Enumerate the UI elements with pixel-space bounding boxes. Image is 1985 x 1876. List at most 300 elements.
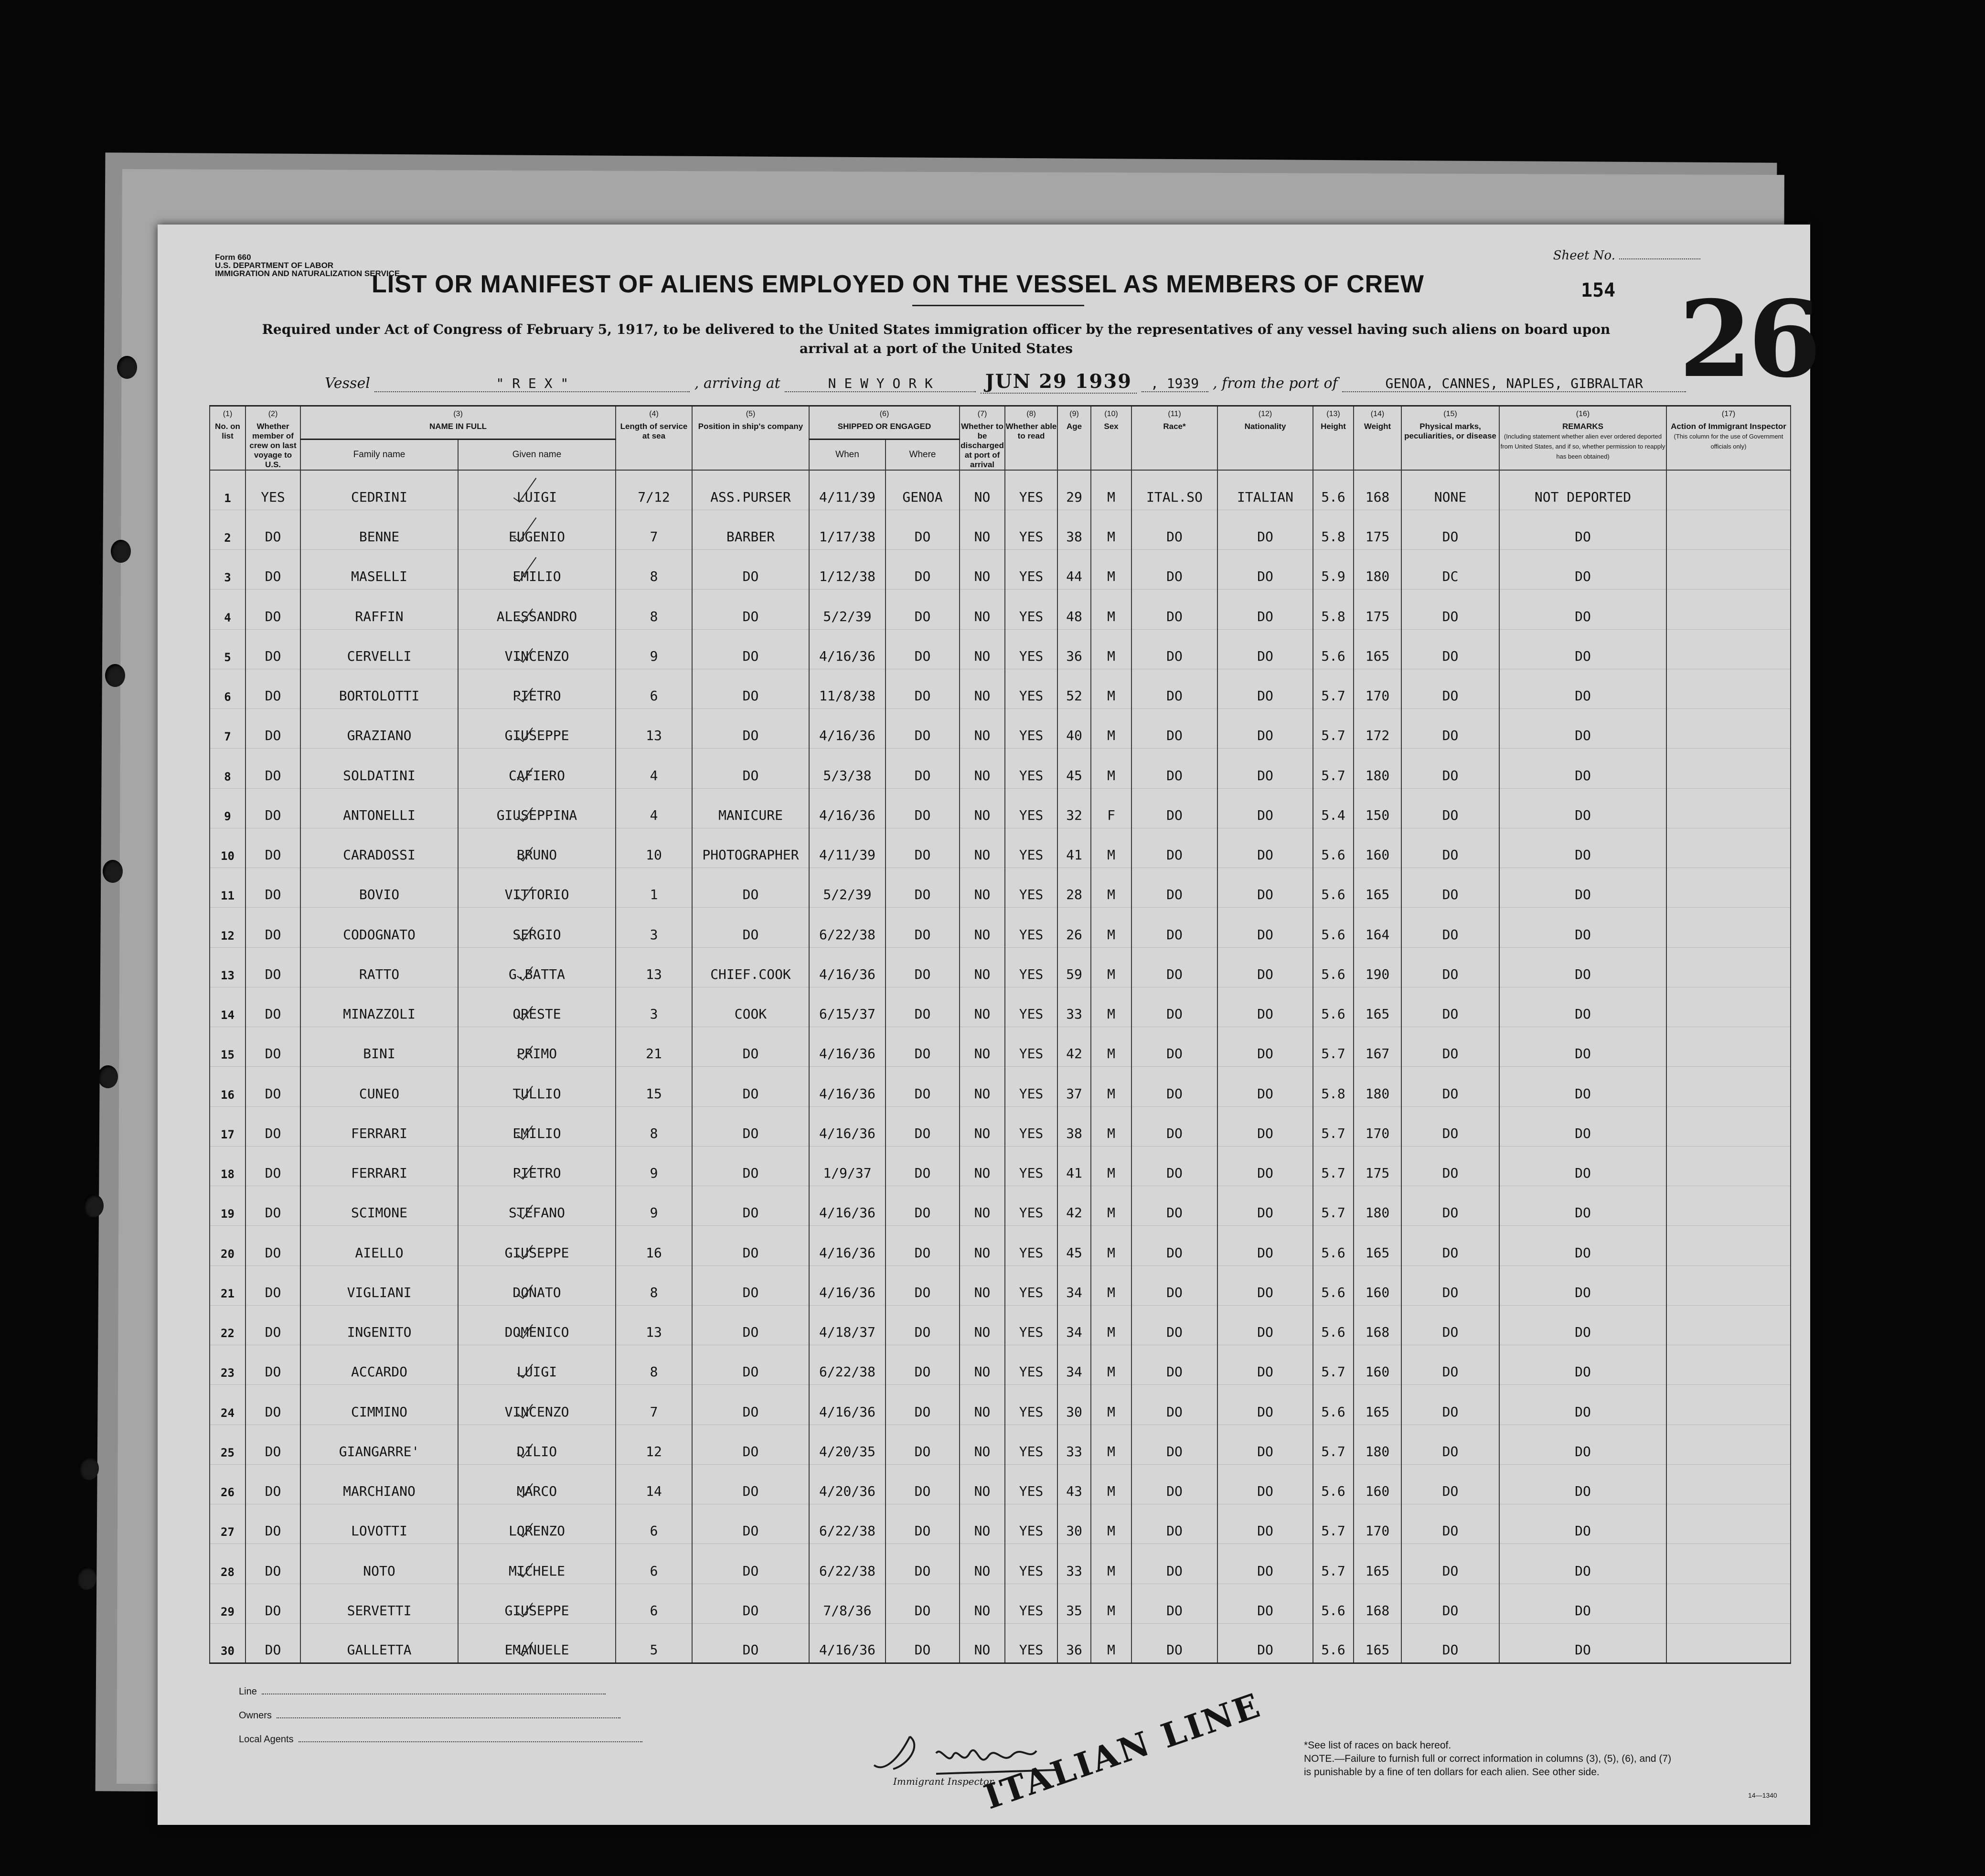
cell-family-name: MARCHIANO: [300, 1464, 458, 1504]
cell-inspector-action: [1666, 987, 1791, 1027]
cell-inspector-action: [1666, 550, 1791, 590]
cell-position: DO: [692, 1544, 809, 1584]
cell-position: DO: [692, 669, 809, 708]
cell-list-number: 10: [210, 828, 245, 868]
cell-nationality: DO: [1217, 788, 1313, 828]
cell-age: 32: [1057, 788, 1091, 828]
cell-family-name: CUNEO: [300, 1067, 458, 1106]
cell-shipped-where: DO: [886, 1226, 960, 1265]
cell-shipped-when: 4/16/36: [809, 629, 886, 669]
cell-discharged: NO: [960, 788, 1005, 828]
cell-inspector-action: [1666, 1305, 1791, 1345]
cell-age: 45: [1057, 1226, 1091, 1265]
cell-shipped-when: 6/22/38: [809, 908, 886, 947]
cell-remarks: DO: [1499, 947, 1666, 987]
cell-given-name: EMILIO: [458, 550, 616, 590]
cell-given-name: PRIMO: [458, 1027, 616, 1067]
cell-last-voyage: DO: [245, 669, 300, 708]
cell-race: DO: [1131, 1345, 1217, 1385]
table-row: [210, 828, 1791, 868]
cell-physical-marks: DO: [1401, 749, 1499, 788]
cell-discharged: NO: [960, 470, 1005, 510]
cell-shipped-when: 4/11/39: [809, 828, 886, 868]
table-row: [210, 947, 1791, 987]
check-mark: [517, 803, 533, 822]
cell-discharged: NO: [960, 550, 1005, 590]
cell-physical-marks: DO: [1401, 1106, 1499, 1146]
cell-service-length: 7: [616, 510, 692, 549]
cell-able-to-read: YES: [1005, 788, 1057, 828]
cell-able-to-read: YES: [1005, 947, 1057, 987]
cell-remarks: DO: [1499, 1623, 1666, 1663]
cell-able-to-read: YES: [1005, 1067, 1057, 1106]
cell-race: DO: [1131, 1265, 1217, 1305]
cell-physical-marks: DO: [1401, 590, 1499, 629]
cell-shipped-when: 6/22/38: [809, 1504, 886, 1544]
table-body: [210, 470, 1791, 1663]
check-mark: [517, 763, 533, 782]
cell-given-name: CAFIERO: [458, 749, 616, 788]
cell-given-name: GIUSEPPINA: [458, 788, 616, 828]
cell-age: 34: [1057, 1305, 1091, 1345]
table-row: [210, 1186, 1791, 1226]
cell-able-to-read: YES: [1005, 1544, 1057, 1584]
cell-physical-marks: DO: [1401, 1265, 1499, 1305]
cell-weight: 175: [1354, 510, 1401, 549]
cell-nationality: DO: [1217, 669, 1313, 708]
vessel-label: Vessel: [325, 375, 370, 392]
cell-shipped-where: DO: [886, 669, 960, 708]
cell-sex: M: [1091, 1067, 1131, 1106]
cell-remarks: DO: [1499, 828, 1666, 868]
cell-discharged: NO: [960, 1027, 1005, 1067]
check-mark: [517, 1121, 533, 1140]
sheet-number-field: [1553, 248, 1700, 263]
cell-height: 5.7: [1313, 1544, 1354, 1584]
cell-service-length: 13: [616, 947, 692, 987]
cell-race: DO: [1131, 1464, 1217, 1504]
cell-list-number: 7: [210, 709, 245, 749]
cell-position: DO: [692, 1504, 809, 1544]
cell-physical-marks: DO: [1401, 1425, 1499, 1464]
check-mark: [517, 644, 533, 663]
cell-height: 5.6: [1313, 1226, 1354, 1265]
cell-inspector-action: [1666, 510, 1791, 549]
cell-nationality: DO: [1217, 908, 1313, 947]
cell-remarks: DO: [1499, 1504, 1666, 1544]
cell-sex: M: [1091, 1544, 1131, 1584]
table-row: [210, 1305, 1791, 1345]
cell-given-name: GIUSEPPE: [458, 1584, 616, 1623]
cell-inspector-action: [1666, 1425, 1791, 1464]
cell-sex: M: [1091, 828, 1131, 868]
cell-discharged: NO: [960, 1226, 1005, 1265]
cell-service-length: 3: [616, 987, 692, 1027]
cell-race: DO: [1131, 1544, 1217, 1584]
cell-weight: 165: [1354, 1385, 1401, 1425]
cell-list-number: 29: [210, 1584, 245, 1623]
cell-height: 5.9: [1313, 550, 1354, 590]
table-row: [210, 1146, 1791, 1186]
page-title: LIST OR MANIFEST OF ALIENS EMPLOYED ON THE VESSEL AS MEMBERS OF CREW: [372, 270, 1424, 298]
table-row: [210, 1464, 1791, 1504]
cell-discharged: NO: [960, 1623, 1005, 1663]
cell-able-to-read: YES: [1005, 908, 1057, 947]
header-weight: (14) Weight: [1354, 406, 1401, 471]
cell-able-to-read: YES: [1005, 1106, 1057, 1146]
check-mark: [517, 1519, 533, 1538]
cell-list-number: 23: [210, 1345, 245, 1385]
cell-remarks: DO: [1499, 510, 1666, 549]
table-row: [210, 1504, 1791, 1544]
cell-discharged: NO: [960, 1385, 1005, 1425]
cell-service-length: 9: [616, 1186, 692, 1226]
cell-position: DO: [692, 1584, 809, 1623]
cell-able-to-read: YES: [1005, 1623, 1057, 1663]
cell-service-length: 12: [616, 1425, 692, 1464]
cell-family-name: FERRARI: [300, 1146, 458, 1186]
cell-list-number: 1: [210, 470, 245, 510]
cell-nationality: DO: [1217, 1623, 1313, 1663]
cell-height: 5.7: [1313, 1106, 1354, 1146]
vessel-info-line: [325, 370, 1686, 394]
cell-nationality: DO: [1217, 1186, 1313, 1226]
cell-family-name: FERRARI: [300, 1106, 458, 1146]
cell-service-length: 13: [616, 1305, 692, 1345]
cell-weight: 167: [1354, 1027, 1401, 1067]
cell-sex: M: [1091, 590, 1131, 629]
cell-shipped-when: 1/12/38: [809, 550, 886, 590]
cell-sex: M: [1091, 1345, 1131, 1385]
binder-hole: [111, 540, 131, 563]
check-mark: [517, 1559, 533, 1577]
header-name-in-full: (3) NAME IN FULL: [300, 406, 616, 440]
cell-service-length: 4: [616, 788, 692, 828]
cell-discharged: NO: [960, 1345, 1005, 1385]
cell-inspector-action: [1666, 947, 1791, 987]
binder-hole: [84, 1194, 104, 1217]
cell-height: 5.7: [1313, 669, 1354, 708]
cell-remarks: DO: [1499, 1265, 1666, 1305]
cell-family-name: CIMMINO: [300, 1385, 458, 1425]
binder-hole: [98, 1065, 118, 1088]
cell-age: 36: [1057, 629, 1091, 669]
cell-height: 5.6: [1313, 908, 1354, 947]
cell-remarks: DO: [1499, 1226, 1666, 1265]
cell-height: 5.7: [1313, 749, 1354, 788]
cell-family-name: SCIMONE: [300, 1186, 458, 1226]
cell-last-voyage: DO: [245, 629, 300, 669]
cell-service-length: 6: [616, 669, 692, 708]
cell-race: DO: [1131, 1504, 1217, 1544]
cell-height: 5.7: [1313, 1345, 1354, 1385]
form-code: 14—1340: [1748, 1791, 1777, 1799]
cell-list-number: 26: [210, 1464, 245, 1504]
cell-physical-marks: DO: [1401, 868, 1499, 908]
cell-shipped-when: 4/20/35: [809, 1425, 886, 1464]
cell-age: 38: [1057, 510, 1091, 549]
table-row: [210, 510, 1791, 549]
cell-nationality: DO: [1217, 1544, 1313, 1584]
table-row: [210, 868, 1791, 908]
cell-position: DO: [692, 1623, 809, 1663]
cell-height: 5.7: [1313, 709, 1354, 749]
cell-inspector-action: [1666, 828, 1791, 868]
cell-given-name: EMANUELE: [458, 1623, 616, 1663]
cell-physical-marks: DO: [1401, 1504, 1499, 1544]
cell-weight: 170: [1354, 1106, 1401, 1146]
cell-inspector-action: [1666, 1265, 1791, 1305]
cell-family-name: CARADOSSI: [300, 828, 458, 868]
header-where: Where: [886, 440, 960, 471]
cell-able-to-read: YES: [1005, 749, 1057, 788]
cell-position: DO: [692, 1027, 809, 1067]
crew-manifest-sheet: [158, 225, 1818, 1825]
cell-sex: M: [1091, 470, 1131, 510]
cell-height: 5.6: [1313, 947, 1354, 987]
check-mark: [517, 1280, 533, 1299]
cell-list-number: 14: [210, 987, 245, 1027]
cell-service-length: 6: [616, 1584, 692, 1623]
cell-service-length: 8: [616, 590, 692, 629]
cell-sex: M: [1091, 1027, 1131, 1067]
cell-list-number: 13: [210, 947, 245, 987]
cell-physical-marks: DC: [1401, 550, 1499, 590]
cell-weight: 180: [1354, 1067, 1401, 1106]
cell-shipped-where: DO: [886, 1027, 960, 1067]
cell-physical-marks: DO: [1401, 908, 1499, 947]
cell-service-length: 4: [616, 749, 692, 788]
table-row: [210, 749, 1791, 788]
cell-position: CHIEF.COOK: [692, 947, 809, 987]
cell-inspector-action: [1666, 1584, 1791, 1623]
cell-inspector-action: [1666, 1345, 1791, 1385]
cell-given-name: BRUNO: [458, 828, 616, 868]
cell-weight: 170: [1354, 1504, 1401, 1544]
cell-last-voyage: DO: [245, 788, 300, 828]
cell-nationality: DO: [1217, 987, 1313, 1027]
cell-height: 5.4: [1313, 788, 1354, 828]
cell-service-length: 9: [616, 629, 692, 669]
cell-physical-marks: DO: [1401, 1623, 1499, 1663]
cell-physical-marks: DO: [1401, 669, 1499, 708]
cell-shipped-where: DO: [886, 709, 960, 749]
cell-sex: M: [1091, 987, 1131, 1027]
cell-given-name: SERGIO: [458, 908, 616, 947]
cell-list-number: 11: [210, 868, 245, 908]
cell-last-voyage: DO: [245, 1345, 300, 1385]
cell-sex: M: [1091, 947, 1131, 987]
sheet-number-label: Sheet No.: [1553, 248, 1615, 263]
cell-height: 5.6: [1313, 629, 1354, 669]
cell-nationality: DO: [1217, 510, 1313, 549]
cell-weight: 160: [1354, 828, 1401, 868]
check-mark: [517, 1201, 533, 1220]
cell-shipped-when: 5/3/38: [809, 749, 886, 788]
cell-given-name: PIETRO: [458, 669, 616, 708]
check-mark: [517, 883, 533, 901]
cell-age: 42: [1057, 1186, 1091, 1226]
cell-age: 35: [1057, 1584, 1091, 1623]
cell-position: DO: [692, 1146, 809, 1186]
cell-age: 45: [1057, 749, 1091, 788]
title-underline: [912, 305, 1084, 306]
cell-family-name: BENNE: [300, 510, 458, 549]
cell-position: DO: [692, 1265, 809, 1305]
cell-remarks: DO: [1499, 749, 1666, 788]
header-family-name: Family name: [300, 440, 458, 471]
cell-remarks: DO: [1499, 1385, 1666, 1425]
cell-position: BARBER: [692, 510, 809, 549]
cell-physical-marks: NONE: [1401, 470, 1499, 510]
cell-position: DO: [692, 1186, 809, 1226]
cell-last-voyage: DO: [245, 1464, 300, 1504]
cell-shipped-when: 11/8/38: [809, 669, 886, 708]
cell-service-length: 14: [616, 1464, 692, 1504]
cell-discharged: NO: [960, 1504, 1005, 1544]
cell-height: 5.6: [1313, 1464, 1354, 1504]
binder-hole: [105, 664, 125, 687]
cell-shipped-when: 4/16/36: [809, 1385, 886, 1425]
cell-inspector-action: [1666, 1186, 1791, 1226]
table-header: [210, 406, 1791, 471]
check-mark: [517, 1002, 533, 1021]
cell-age: 30: [1057, 1504, 1091, 1544]
check-mark: [517, 1241, 533, 1259]
cell-age: 33: [1057, 1544, 1091, 1584]
cell-race: DO: [1131, 590, 1217, 629]
cell-nationality: DO: [1217, 1345, 1313, 1385]
cell-weight: 150: [1354, 788, 1401, 828]
cell-weight: 180: [1354, 1425, 1401, 1464]
cell-inspector-action: [1666, 1067, 1791, 1106]
cell-family-name: GALLETTA: [300, 1623, 458, 1663]
page-subtitle: Required under Act of Congress of February 5, 1917, to be delivered to the United States immigration officer by the representatives of any vessel having such aliens on board upon arrival at a port of the United States: [262, 322, 1611, 356]
cell-position: DO: [692, 550, 809, 590]
cell-position: DO: [692, 1226, 809, 1265]
cell-last-voyage: DO: [245, 1544, 300, 1584]
cell-height: 5.7: [1313, 1146, 1354, 1186]
cell-given-name: LUIGI: [458, 470, 616, 510]
cell-remarks: DO: [1499, 1106, 1666, 1146]
cell-nationality: DO: [1217, 590, 1313, 629]
cell-inspector-action: [1666, 1146, 1791, 1186]
cell-able-to-read: YES: [1005, 470, 1057, 510]
sheet-number-blank: [1619, 258, 1700, 259]
cell-inspector-action: [1666, 788, 1791, 828]
cell-weight: 165: [1354, 868, 1401, 908]
cell-last-voyage: DO: [245, 510, 300, 549]
cell-list-number: 30: [210, 1623, 245, 1663]
cell-sex: M: [1091, 1186, 1131, 1226]
cell-shipped-when: 4/16/36: [809, 1106, 886, 1146]
cell-discharged: NO: [960, 709, 1005, 749]
cell-list-number: 6: [210, 669, 245, 708]
table-row: [210, 1226, 1791, 1265]
cell-given-name: LUIGI: [458, 1345, 616, 1385]
check-mark: [517, 1400, 533, 1418]
cell-inspector-action: [1666, 1504, 1791, 1544]
cell-inspector-action: [1666, 1544, 1791, 1584]
cell-weight: 175: [1354, 590, 1401, 629]
cell-nationality: DO: [1217, 1226, 1313, 1265]
cell-last-voyage: DO: [245, 908, 300, 947]
cell-nationality: DO: [1217, 1265, 1313, 1305]
binder-hole: [79, 1457, 99, 1480]
cell-weight: 180: [1354, 1186, 1401, 1226]
cell-sex: M: [1091, 1504, 1131, 1544]
cell-shipped-where: DO: [886, 1385, 960, 1425]
cell-discharged: NO: [960, 1186, 1005, 1226]
local-agents-label: Local Agents: [239, 1734, 294, 1745]
cell-race: DO: [1131, 1067, 1217, 1106]
header-discharged: (7) Whether to be discharged at port of arrival: [960, 406, 1005, 471]
cell-remarks: DO: [1499, 590, 1666, 629]
cell-weight: 175: [1354, 1146, 1401, 1186]
cell-last-voyage: DO: [245, 987, 300, 1027]
cell-last-voyage: DO: [245, 1425, 300, 1464]
table-row: [210, 709, 1791, 749]
cell-remarks: DO: [1499, 1186, 1666, 1226]
cell-list-number: 16: [210, 1067, 245, 1106]
cell-given-name: ORESTE: [458, 987, 616, 1027]
cell-physical-marks: DO: [1401, 510, 1499, 549]
cell-last-voyage: DO: [245, 1504, 300, 1544]
cell-height: 5.6: [1313, 470, 1354, 510]
cell-able-to-read: YES: [1005, 1425, 1057, 1464]
cell-weight: 160: [1354, 1464, 1401, 1504]
header-shipped-engaged: (6) SHIPPED OR ENGAGED: [809, 406, 960, 440]
cell-race: DO: [1131, 1425, 1217, 1464]
cell-able-to-read: YES: [1005, 669, 1057, 708]
cell-race: DO: [1131, 788, 1217, 828]
cell-inspector-action: [1666, 1464, 1791, 1504]
cell-race: ITAL.SO: [1131, 470, 1217, 510]
cell-given-name: STEFANO: [458, 1186, 616, 1226]
table-row: [210, 1385, 1791, 1425]
cell-able-to-read: YES: [1005, 1226, 1057, 1265]
cell-family-name: MINAZZOLI: [300, 987, 458, 1027]
cell-sex: M: [1091, 1584, 1131, 1623]
cell-inspector-action: [1666, 749, 1791, 788]
cell-service-length: 7/12: [616, 470, 692, 510]
cell-list-number: 22: [210, 1305, 245, 1345]
cell-inspector-action: [1666, 669, 1791, 708]
cell-physical-marks: DO: [1401, 629, 1499, 669]
cell-last-voyage: DO: [245, 749, 300, 788]
cell-weight: 168: [1354, 470, 1401, 510]
cell-service-length: 8: [616, 1106, 692, 1146]
cell-remarks: DO: [1499, 669, 1666, 708]
cell-last-voyage: DO: [245, 1027, 300, 1067]
cell-position: ASS.PURSER: [692, 470, 809, 510]
cell-shipped-when: 4/16/36: [809, 1186, 886, 1226]
cell-able-to-read: YES: [1005, 868, 1057, 908]
cell-shipped-where: DO: [886, 550, 960, 590]
cell-position: DO: [692, 629, 809, 669]
cell-able-to-read: YES: [1005, 828, 1057, 868]
cell-sex: M: [1091, 1106, 1131, 1146]
owners-label: Owners: [239, 1710, 272, 1721]
cell-shipped-where: DO: [886, 510, 960, 549]
cell-sex: M: [1091, 669, 1131, 708]
cell-able-to-read: YES: [1005, 1305, 1057, 1345]
cell-height: 5.6: [1313, 828, 1354, 868]
cell-remarks: DO: [1499, 1027, 1666, 1067]
cell-height: 5.6: [1313, 868, 1354, 908]
cell-height: 5.7: [1313, 1425, 1354, 1464]
cell-race: DO: [1131, 947, 1217, 987]
